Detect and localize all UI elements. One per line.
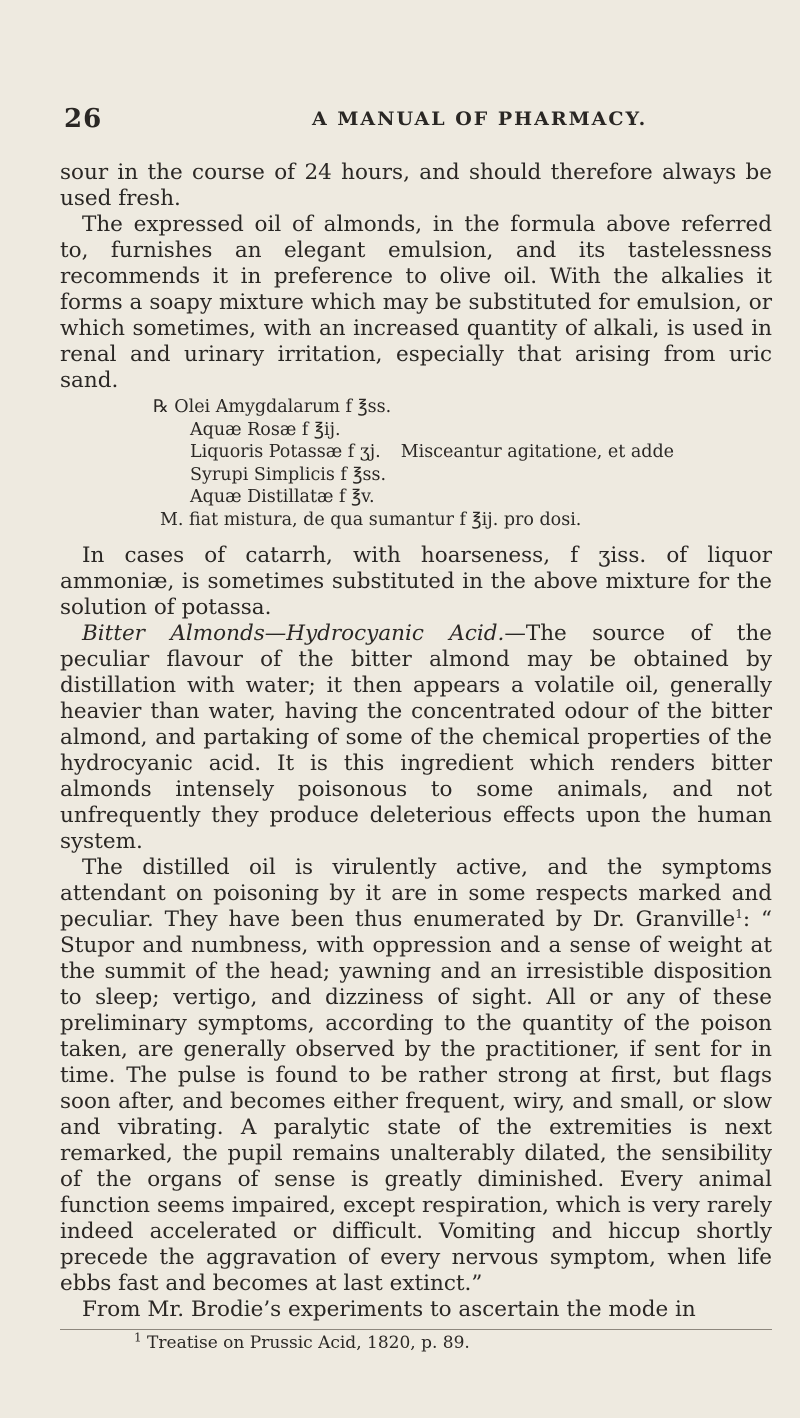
section-heading-bitter-almonds: Bitter Almonds—Hydrocyanic Acid. [82,621,505,646]
paragraph-distilled-oil-text-b: : “ Stupor and numbness, with oppression and a sense of weight at the summit of the head; yawning and an irresistible disposition to sleep; vertigo, and dizziness of sight. All or any of these preliminary symptoms, according to the quantity of the poison taken, are generally observed by the practitioner, if sent for in time. The pulse is found to be rather strong at first, but flags soon after, and becomes either frequent, wiry, and small, or slow and vibrating. A paralytic state of the extremities is next remarked, the pupil remains unalterably dilated, the sensibility of the organs of sense is greatly diminished. Every animal function seems impaired, except respiration, which is very rarely indeed accelerated or difficult. Vomiting and hiccup shortly precede the aggravation of every nervous symptom, when life ebbs fast and becomes at last extinct.” [60,907,772,1296]
footnote [60,1332,772,1354]
paragraph-bitter-almonds [60,621,772,855]
recipe-line-3-text: Liquoris Potassæ f ʒj. [190,442,381,462]
recipe-line-4: Syrupi Simplicis f ℥ss. [190,464,387,485]
recipe-line-2: Aquæ Rosæ f ℥ij. [190,419,341,440]
paragraph-distilled-oil [60,855,772,1297]
recipe-line-3-note: Misceantur agitatione, et adde [400,442,675,462]
paragraph-distilled-oil-text-a: The distilled oil is virulently active, and the symptoms attendant on poisoning by it are in some respects marked and peculiar. They have been thus enumerated by Dr. Granville [60,855,772,932]
recipe-line-6: M. fiat mistura, de qua sumantur f ℥ij. pro dosi. [160,509,582,530]
recipe-line-5: Aquæ Distillatæ f ℥v. [190,487,375,507]
paragraph-expressed-oil: The expressed oil of almonds, in the formula above referred to, furnishes an elegant emulsion, and its tastelessness recommends it in preference to olive oil. With the alkalies it forms a soapy mixture which may be substituted for emulsion, or which sometimes, with an increased quantity of alkali, is used in renal and urinary irritation, especially that arising from uric sand. [60,212,772,393]
paragraph-continuation: sour in the course of 24 hours, and should therefore always be used fresh. [60,160,772,211]
body-text [60,160,772,1323]
page-number: 26 [64,104,103,134]
prescription-formula [60,396,772,531]
page-header [60,104,772,150]
running-title: A MANUAL OF PHARMACY. [312,108,648,130]
footnote-reference: 1 [735,906,743,921]
recipe-line-3 [60,441,772,464]
paragraph-catarrh: In cases of catarrh, with hoarseness, f ʒiss. of liquor ammoniæ, is sometimes substituted in the above mixture for the solution of potassa. [60,543,772,620]
paragraph-bitter-almonds-text: —The source of the peculiar flavour of the bitter almond may be obtained by distillation with water; it then appears a volatile oil, generally heavier than water, having the concentrated odour of the bitter almond, and partaking of some of the chemical properties of the hydrocyanic acid. It is this ingredient which renders bitter almonds intensely poisonous to some animals, and not unfrequently they produce deleterious effects upon the human system. [60,621,772,854]
footnote-divider [60,1329,772,1330]
paragraph-brodie: From Mr. Brodie’s experiments to ascertain the mode in [82,1297,696,1322]
footnote-marker: 1 [134,1330,142,1345]
recipe-line-1: ℞ Olei Amygdalarum f ℥ss. [153,397,392,417]
footnote-text: Treatise on Prussic Acid, 1820, p. 89. [141,1333,470,1353]
